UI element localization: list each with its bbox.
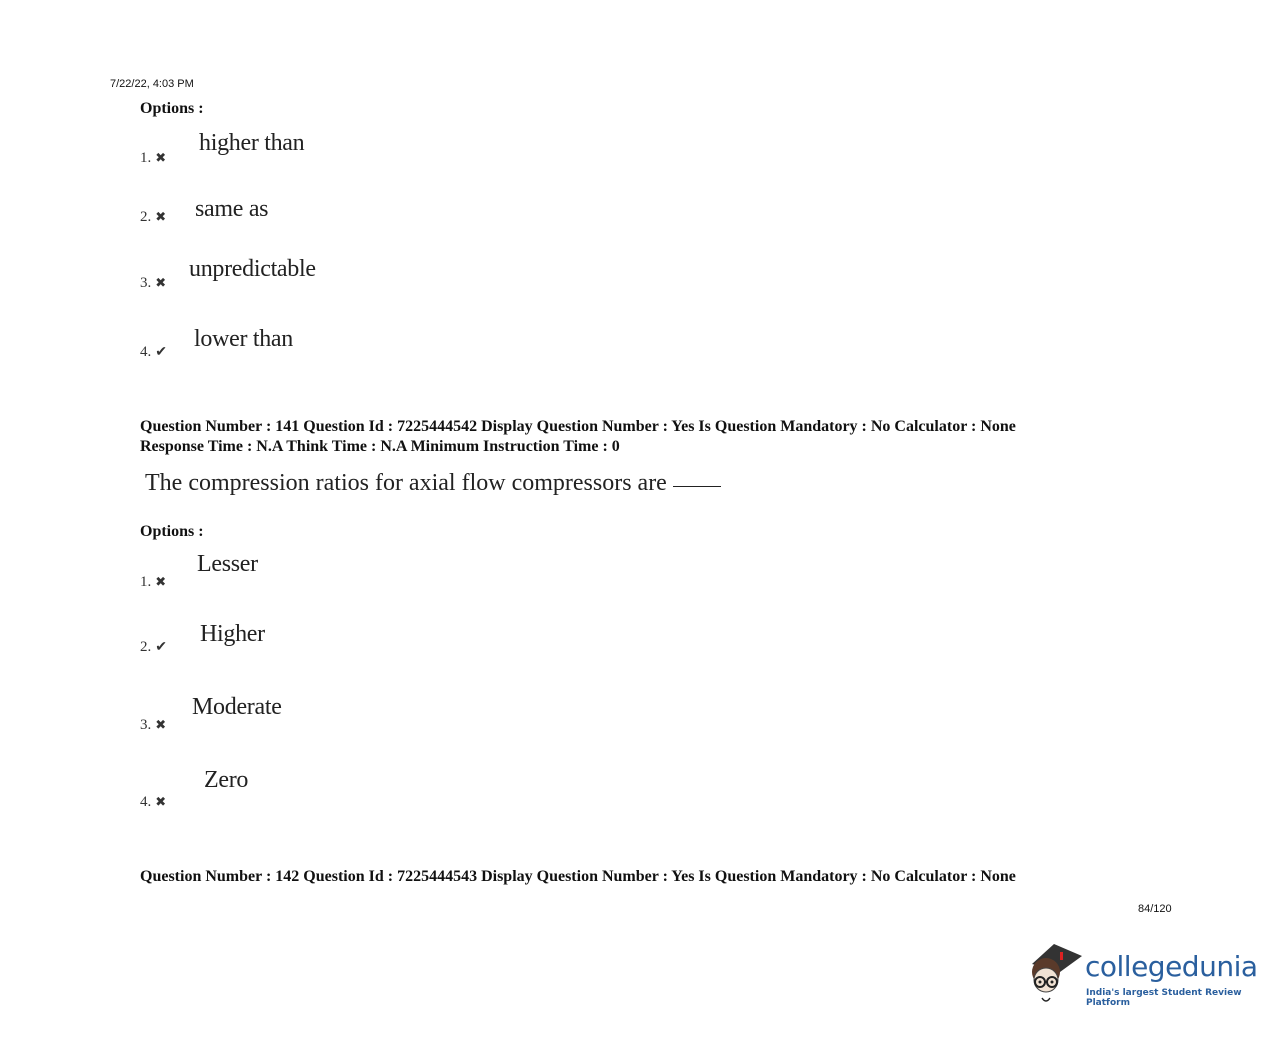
option-index: 2.: [140, 639, 152, 655]
question-meta-line: Question Number : 142 Question Id : 7225444543 Display Question Number : Yes Is Question Mandatory : No Calculator : None: [140, 868, 1016, 885]
check-icon: ✔: [155, 640, 167, 655]
option-text: Lesser: [197, 551, 258, 577]
option-text: same as: [195, 196, 269, 222]
cross-icon: ✖: [155, 574, 167, 589]
option-number: [140, 274, 166, 292]
options-label: Options :: [140, 100, 204, 117]
option-number: [140, 149, 166, 167]
check-icon: ✔: [155, 345, 167, 360]
cross-icon: ✖: [155, 150, 167, 165]
logo-mascot-icon: [1024, 938, 1084, 1010]
cross-icon: ✖: [155, 209, 167, 224]
option-text: Zero: [204, 767, 249, 793]
option-text: lower than: [194, 326, 293, 352]
option-index: 1.: [140, 574, 152, 590]
option-number: [140, 793, 166, 811]
logo-wordmark: collegedunia: [1085, 950, 1258, 983]
question-text: [145, 470, 721, 497]
option-number: [140, 343, 167, 361]
question-meta: [140, 417, 1016, 457]
option-number: [140, 208, 166, 226]
question-meta: [140, 867, 1016, 887]
option-text: higher than: [199, 130, 305, 156]
option-number: [140, 638, 167, 656]
cross-icon: ✖: [155, 717, 167, 732]
option-text: unpredictable: [189, 256, 316, 282]
cross-icon: ✖: [155, 794, 167, 809]
question-meta-line: Question Number : 141 Question Id : 7225444542 Display Question Number : Yes Is Question Mandatory : No Calculator : None: [140, 418, 1016, 435]
option-number: [140, 716, 166, 734]
option-index: 3.: [140, 717, 152, 733]
option-index: 4.: [140, 344, 152, 360]
option-text: Higher: [200, 621, 265, 647]
cross-icon: ✖: [155, 275, 167, 290]
question-meta-line: Response Time : N.A Think Time : N.A Minimum Instruction Time : 0: [140, 438, 620, 455]
options-label: Options :: [140, 523, 204, 540]
answer-blank: [673, 486, 721, 487]
print-timestamp: 7/22/22, 4:03 PM: [110, 78, 194, 90]
option-index: 3.: [140, 275, 152, 291]
option-index: 2.: [140, 209, 152, 225]
option-number: [140, 573, 166, 591]
question-text-content: The compression ratios for axial flow compressors are: [145, 470, 667, 496]
option-text: Moderate: [192, 694, 282, 720]
page-number: 84/120: [1138, 903, 1172, 915]
option-index: 1.: [140, 150, 152, 166]
logo-tagline: India's largest Student Review Platform: [1086, 988, 1242, 1008]
option-index: 4.: [140, 794, 152, 810]
